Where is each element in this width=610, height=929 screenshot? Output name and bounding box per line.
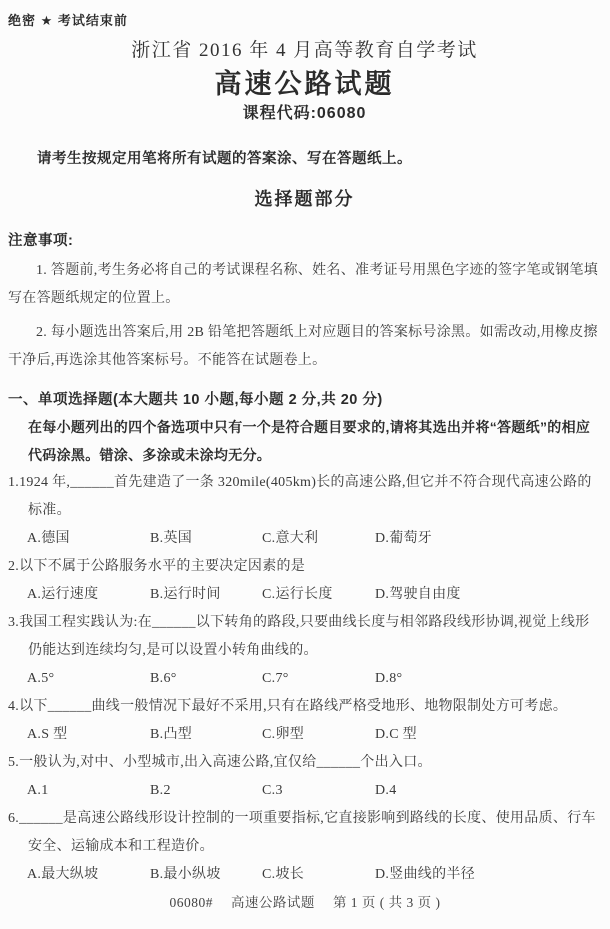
option-a: A.最大纵坡 [27, 867, 99, 882]
option-a: A.5° [27, 671, 55, 686]
notes-heading: 注意事项: [8, 233, 74, 249]
question-2 [8, 553, 601, 609]
options-row [8, 665, 601, 693]
option-d: D.C 型 [375, 727, 417, 742]
secrecy-label: 绝密 ★ 考试结束前 [8, 13, 128, 28]
options-row [8, 861, 601, 889]
footer-page-number: 第 1 页 ( 共 3 页 ) [332, 895, 441, 910]
option-a: A.S 型 [27, 727, 68, 742]
note-item-2: 2. 每小题选出答案后,用 2B 铅笔把答题纸上对应题目的答案标号涂黑。如需改动,用橡皮擦干净后,再选涂其他答案标号。不能答在试题卷上。 [8, 325, 598, 368]
options-row [8, 581, 601, 609]
option-c: C.意大利 [262, 531, 319, 546]
question-1 [8, 469, 601, 553]
question-text: 3.我国工程实践认为:在______以下转角的路段,只要曲线长度与相邻路段线形协调,视觉上线形仍能达到连续均匀,是可以设置小转角曲线的。 [8, 615, 590, 658]
option-d: D.4 [375, 783, 397, 798]
question-5 [8, 749, 601, 805]
exam-title: 浙江省 2016 年 4 月高等教育自学考试 [131, 40, 478, 61]
paper-title: 高速公路试题 [214, 69, 395, 99]
option-a: A.1 [27, 783, 49, 798]
option-b: B.英国 [150, 531, 193, 546]
option-c: C.坡长 [262, 867, 305, 882]
question-text: 2.以下不属于公路服务水平的主要决定因素的是 [8, 559, 306, 574]
options-row [8, 525, 601, 553]
question-6 [8, 805, 601, 889]
option-d: D.葡萄牙 [375, 531, 433, 546]
footer-paper-title: 高速公路试题 [230, 895, 315, 910]
option-a: A.德国 [27, 531, 70, 546]
option-a: A.运行速度 [27, 587, 99, 602]
section-heading: 一、单项选择题(本大题共 10 小题,每小题 2 分,共 20 分) [8, 392, 383, 408]
option-c: C.3 [262, 783, 283, 798]
option-c: C.7° [262, 671, 289, 686]
part-title: 选择题部分 [254, 189, 355, 209]
question-text: 1.1924 年,______首先建造了一条 320mile(405km)长的高速公路,但它并不符合现代高速公路的标准。 [8, 475, 592, 518]
page-footer [0, 891, 610, 911]
option-b: B.凸型 [150, 727, 193, 742]
question-3 [8, 609, 601, 693]
question-text: 6.______是高速公路线形设计控制的一项重要指标,它直接影响到路线的长度、使用品质、行车安全、运输成本和工程造价。 [8, 811, 596, 854]
question-4 [8, 693, 601, 749]
course-code: 课程代码:06080 [242, 105, 367, 122]
options-row [8, 777, 601, 805]
option-b: B.最小纵坡 [150, 867, 221, 882]
option-d: D.驾驶自由度 [375, 587, 461, 602]
option-b: B.6° [150, 671, 177, 686]
option-b: B.2 [150, 783, 171, 798]
option-c: C.运行长度 [262, 587, 333, 602]
answer-instruction: 请考生按规定用笔将所有试题的答案涂、写在答题纸上。 [37, 151, 412, 167]
note-item-1: 1. 答题前,考生务必将自己的考试课程名称、姓名、准考证号用黑色字迹的签字笔或钢笔填写在答题纸规定的位置上。 [8, 263, 599, 306]
option-b: B.运行时间 [150, 587, 221, 602]
option-c: C.卵型 [262, 727, 305, 742]
question-text: 5.一般认为,对中、小型城市,出入高速公路,宜仅给______个出入口。 [8, 755, 432, 770]
section-description: 在每小题列出的四个备选项中只有一个是符合题目要求的,请将其选出并将“答题纸”的相应代码涂黑。错涂、多涂或未涂均无分。 [28, 419, 591, 463]
footer-course-code: 06080# [169, 895, 213, 910]
question-text: 4.以下______曲线一般情况下最好不采用,只有在路线严格受地形、地物限制处方可考虑。 [8, 699, 568, 714]
option-d: D.8° [375, 671, 403, 686]
option-d: D.竖曲线的半径 [375, 867, 476, 882]
options-row [8, 721, 601, 749]
